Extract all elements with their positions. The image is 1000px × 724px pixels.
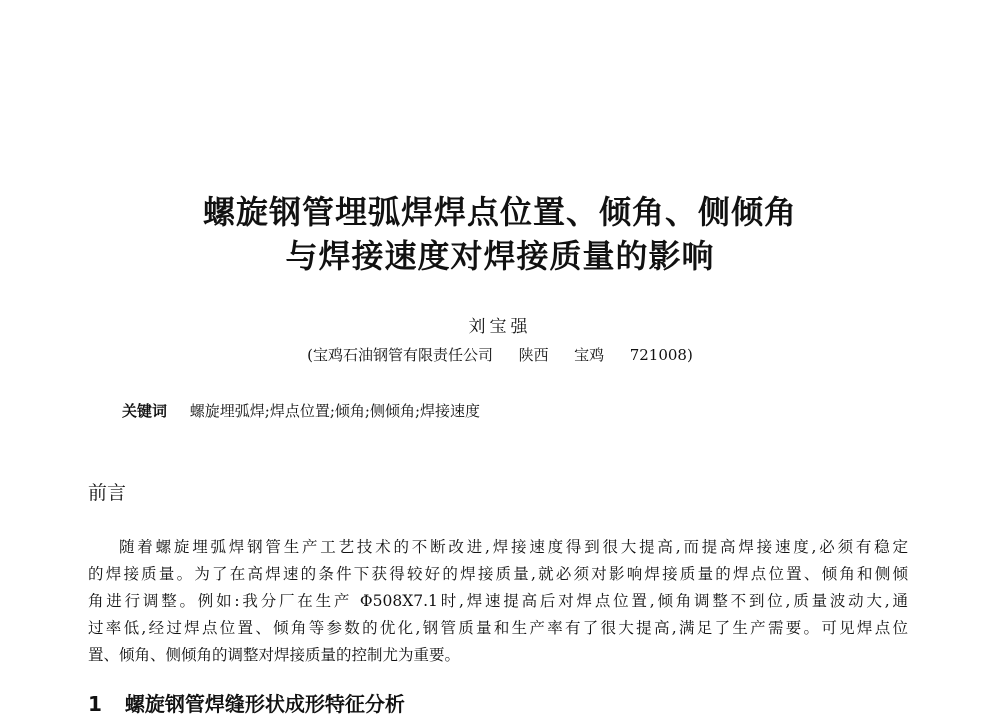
section-1-heading <box>88 690 405 718</box>
author-name: 刘宝强 <box>468 317 532 337</box>
keywords-text: 螺旋埋弧焊;焊点位置;倾角;侧倾角;焊接速度 <box>189 402 481 420</box>
title-line-2: 与焊接速度对焊接质量的影响 <box>285 237 715 275</box>
paragraph-line-4: 过率低,经过焊点位置、倾角等参数的优化,钢管质量和生产率有了很大提高,满足了生产需要。可见焊点位 <box>88 619 908 637</box>
section-1-number: 1 <box>88 692 102 716</box>
paragraph-line-5: 置、倾角、侧倾角的调整对焊接质量的控制尤为重要。 <box>88 646 461 664</box>
preface-heading: 前言 <box>88 482 127 504</box>
affiliation-province: 陕西 <box>518 346 549 364</box>
paragraph-line-3: 角进行调整。例如:我分厂在生产 Φ508X7.1时,焊速提高后对焊点位置,倾角调整不到位,质量波动大,通 <box>88 592 908 610</box>
paper-title <box>0 190 1000 278</box>
paragraph-line-1: 随着螺旋埋弧焊钢管生产工艺技术的不断改进,焊接速度得到很大提高,而提高焊接速度,必须有稳定 <box>119 538 908 556</box>
affiliation-postcode: 721008) <box>629 346 693 364</box>
section-1-title: 螺旋钢管焊缝形状成形特征分析 <box>124 692 405 716</box>
preface-paragraph <box>88 534 908 669</box>
paragraph-line-2: 的焊接质量。为了在高焊速的条件下获得较好的焊接质量,就必须对影响焊接质量的焊点位置、倾角和侧倾 <box>88 565 908 583</box>
keywords <box>122 400 480 422</box>
affiliation-city: 宝鸡 <box>574 346 605 364</box>
title-line-1: 螺旋钢管埋弧焊焊点位置、倾角、侧倾角 <box>202 193 797 231</box>
author-affiliation <box>0 345 1000 365</box>
affiliation-org: (宝鸡石油钢管有限责任公司 <box>307 346 493 364</box>
keywords-label: 关键词 <box>122 402 168 420</box>
